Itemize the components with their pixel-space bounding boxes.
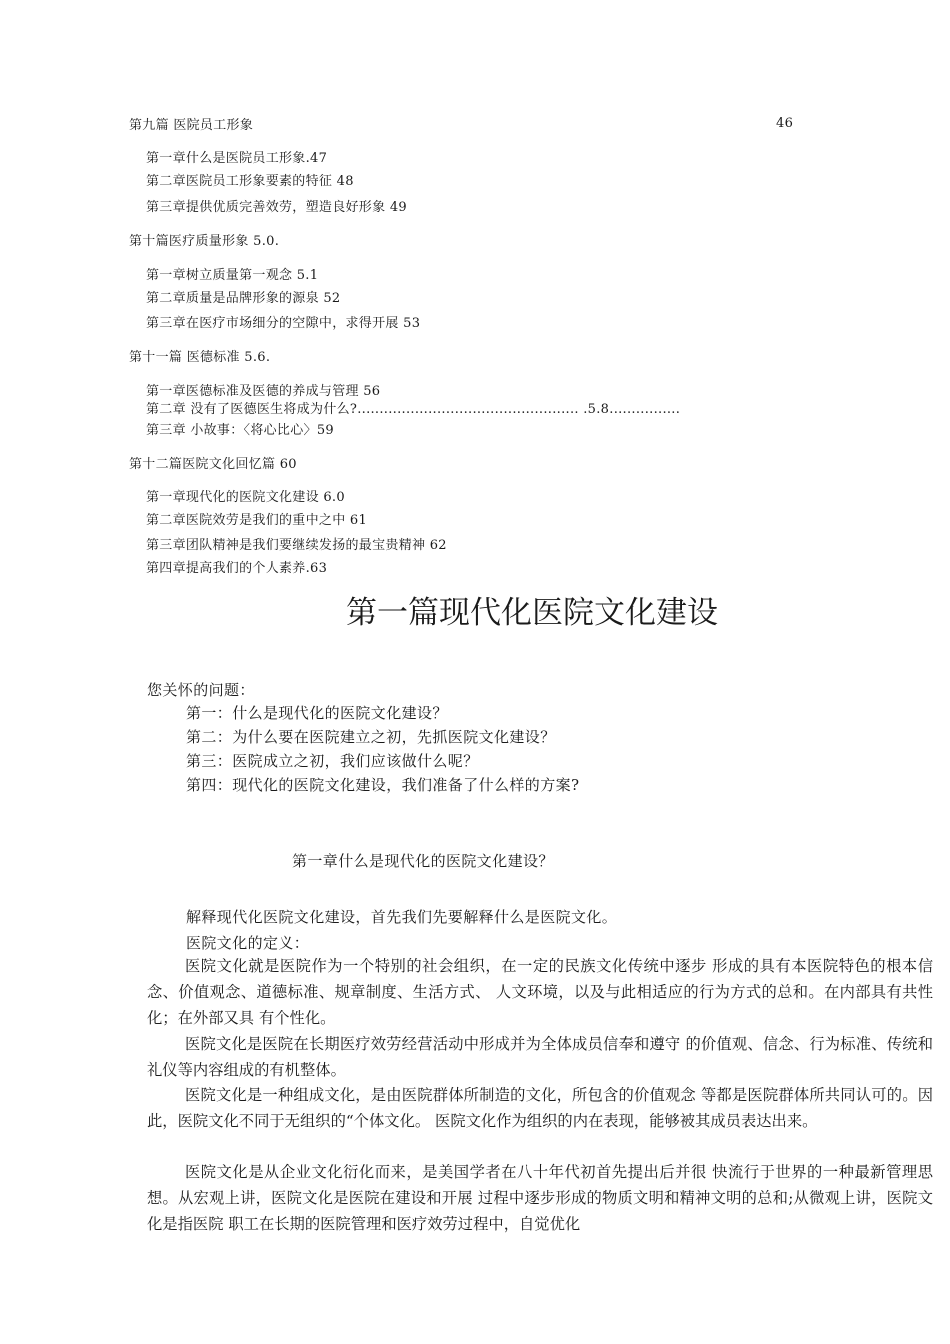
- body-paragraph: 医院文化是医院在长期医疗效劳经营活动中形成并为全体成员信奉和遵守 的价值观、信念、行为标准、传统和礼仪等内容组成的有机整体。: [147, 1035, 933, 1079]
- toc-chapter: 第三章提供优质完善效劳，塑造良好形象 49: [146, 200, 407, 215]
- question-item: 第四：现代化的医院文化建设，我们准备了什么样的方案?: [186, 776, 580, 794]
- toc-part9-page: 46: [776, 116, 794, 131]
- question-item: 第三：医院成立之初，我们应该做什么呢？: [186, 752, 479, 770]
- toc-chapter: 第三章 小故事：〈将心比心〉59: [146, 423, 334, 438]
- toc-chapter: 第二章质量是品牌形象的源泉 52: [146, 291, 341, 306]
- intro-line: 解释现代化医院文化建设，首先我们先要解释什么是医院文化。: [186, 908, 618, 926]
- question-item: 第二：为什么要在医院建立之初，先抓医院文化建设？: [186, 728, 556, 746]
- question-item: 第一：什么是现代化的医院文化建设？: [186, 704, 448, 722]
- toc-chapter: 第二章医院效劳是我们的重中之中 61: [146, 513, 368, 528]
- toc-part11-title: 第十一篇 医德标准 5.6.: [129, 350, 271, 365]
- questions-heading: 您关怀的问题：: [147, 681, 255, 699]
- body-paragraph: 医院文化就是医院作为一个特别的社会组织，在一定的民族文化传统中逐步 形成的具有本医院特色的根本信念、价值观念、道德标准、规章制度、生活方式、 人文环境，以及与此相适应的行为方式的总和。在内部具有共性化；在外部又具 有个性化。: [147, 957, 933, 1027]
- toc-chapter: 第一章什么是医院员工形象.47: [146, 151, 328, 166]
- body-paragraph: 医院文化是从企业文化衍化而来，是美国学者在八十年代初首先提出后并很 快流行于世界的一种最新管理思想。从宏观上讲，医院文化是医院在建设和开展 过程中逐步形成的物质文明和精神文明的总和;从微观上讲，医院文化是指医院 职工在长期的医院管理和医疗效劳过程中，自觉优化: [147, 1163, 933, 1233]
- toc-chapter: 第一章现代化的医院文化建设 6.0: [146, 490, 345, 505]
- toc-part12-title: 第十二篇医院文化回忆篇 60: [129, 457, 297, 472]
- toc-chapter-leader: 第二章 没有了医德医生将成为什么?.................................................. .5.8................: [146, 402, 681, 417]
- page-title: 第一篇现代化医院文化建设: [346, 595, 718, 631]
- toc-chapter: 第一章树立质量第一观念 5.1: [146, 268, 319, 283]
- toc-chapter: 第三章在医疗市场细分的空隙中，求得开展 53: [146, 316, 421, 331]
- toc-chapter: 第四章提高我们的个人素养.63: [146, 561, 328, 576]
- toc-chapter: 第二章医院员工形象要素的特征 48: [146, 174, 354, 189]
- definition-label: 医院文化的定义：: [186, 934, 310, 952]
- toc-part9-title: 第九篇 医院员工形象: [129, 118, 254, 133]
- body-paragraph: 医院文化是一种组成文化，是由医院群体所制造的文化，所包含的价值观念 等都是医院群体所共同认可的。因此，医院文化不同于无组织的“个体文化。 医院文化作为组织的内在表现，能够被其成员表达出来。: [147, 1086, 933, 1130]
- toc-chapter: 第三章团队精神是我们要继续发扬的最宝贵精神 62: [146, 538, 447, 553]
- chapter-heading: 第一章什么是现代化的医院文化建设？: [292, 852, 554, 870]
- toc-chapter: 第一章医德标准及医德的养成与管理 56: [146, 384, 381, 399]
- toc-part10-title: 第十篇医疗质量形象 5.0.: [129, 234, 280, 249]
